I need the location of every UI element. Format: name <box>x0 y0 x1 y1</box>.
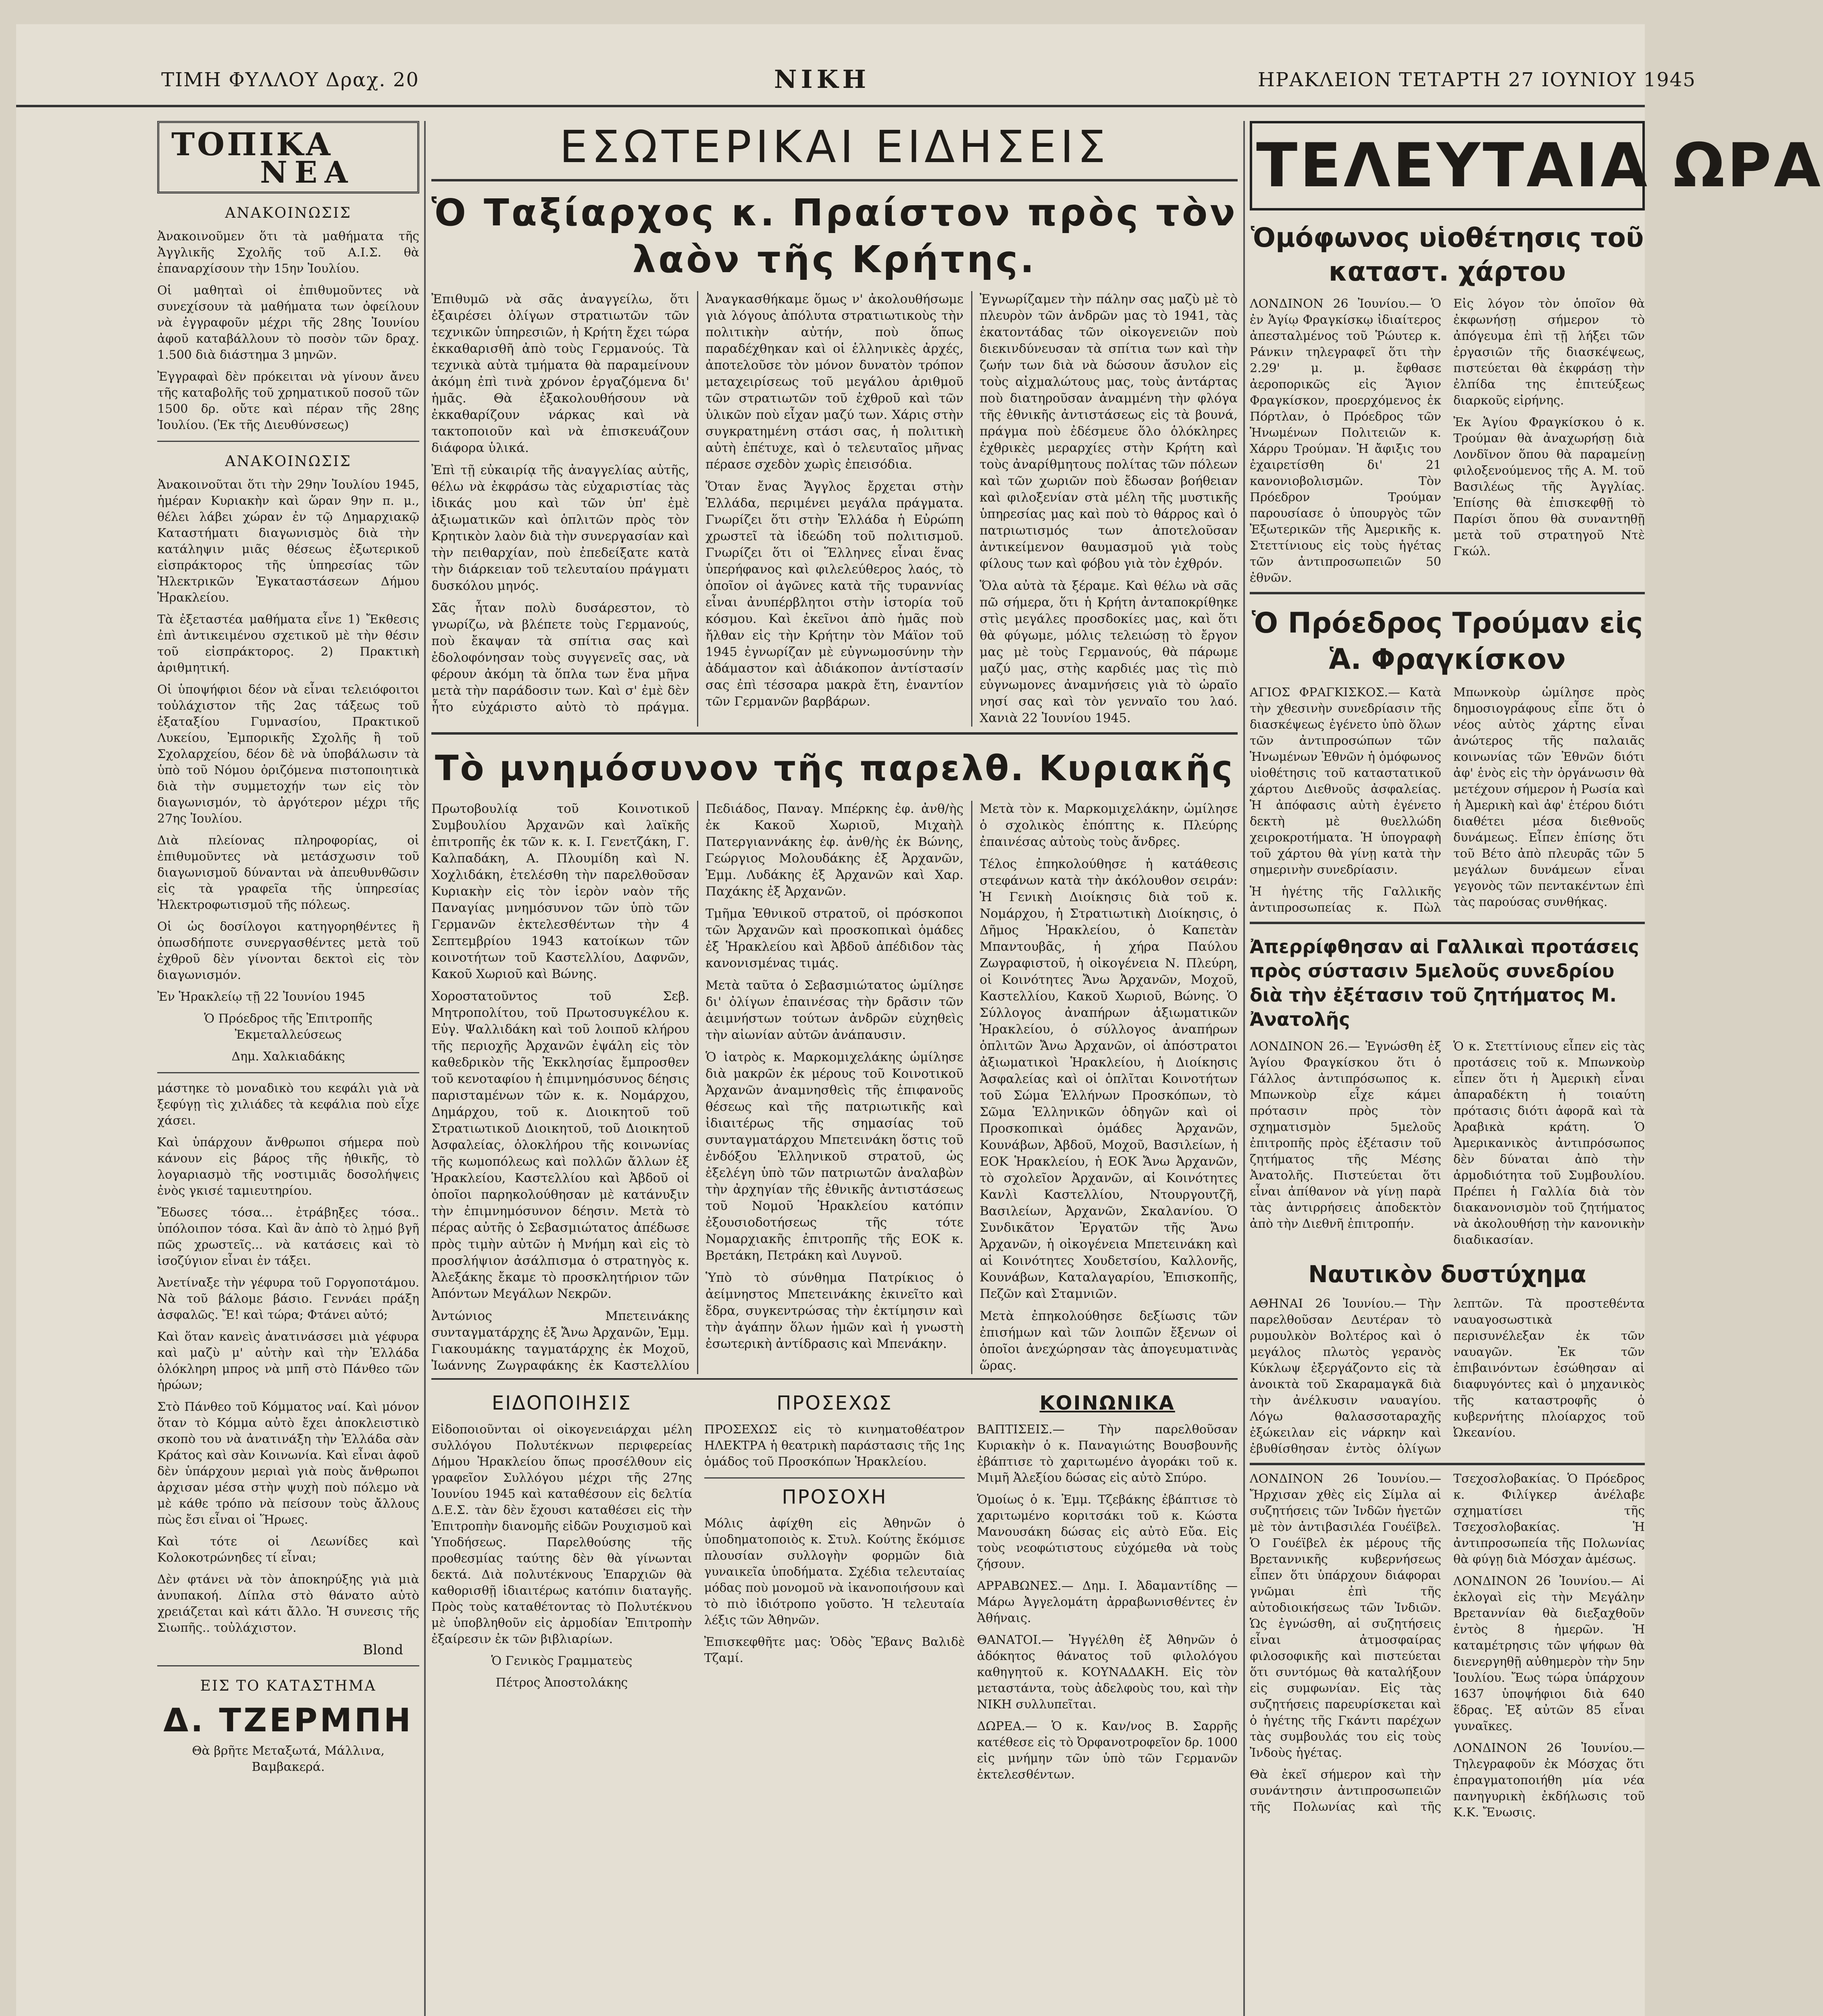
attention-text: ΠΡΟΣΕΧΩΣ εἰς τὸ κινηματοθέατρον ΗΛΕΚΤΡΑ ἡ θεατρικὴ παράστασις τῆς 1ης ὁμάδος τοῦ Προσκόπων Ἡρακλείου. <box>704 1422 965 1469</box>
notice-2-text: Οἱ ὡς δοσίλογοι κατηγορηθέντες ἢ ὁπωσδήποτε συνεργασθέντες μετὰ τοῦ ἐχθροῦ δὲν γίνονται δεκτοὶ εἰς τὸν διαγωνισμόν. <box>157 920 419 982</box>
article-paragraph: Πρωτοβουλίᾳ τοῦ Κοινοτικοῦ Συμβουλίου Ἀρχανῶν καὶ λαϊκῆς ἐπιτροπῆς ἐκ τῶν κ. κ. Ι. Γενετζάκη, Γ. Καλπαδάκη, Α. Πλουμίδη καὶ Ν. Χοχλιδάκη, ἐτελέσθη τὴν παρελθοῦσαν Κυριακὴν εἰς τὸν ἱερὸν ναὸν τῆς Παναγίας μνημόσυνον τῶν ὑπὸ τῶν Γερμανῶν ἐκτελεσθέντων τὴν 4 Σεπτεμβρίου 1943 κατοίκων τῶν κοινοτήτων τοῦ Καστελλίου, Δαφνῶν, Κακοῦ Χωριοῦ καὶ Βώνης. <box>431 802 689 981</box>
notice-3-signature: Ὁ Γενικὸς Γραμματεὺς <box>491 1654 633 1668</box>
headline-charter: Ὁμόφωνος υἱοθέτησις τοῦ καταστ. χάρτου <box>1251 222 1644 287</box>
article-paragraph: Σᾶς ἦταν πολὺ δυσάρεστον, τὸ γνωρίζω, νὰ βλέπετε τοὺς Γερμανούς, ποὺ ἔκαψαν τὰ σπίτια σας καὶ ἐδολοφόνησαν τοὺς συγγενεῖς σας, νὰ φέρουν ἀκόμη τὰ ὅπλα των ἕνα μῆνα μετὰ τὴν παράδοσιν των. Καὶ σ' ἐμὲ δὲν ἦτο εὐχάριστο αὐτὸ τὸ πράγμα. Ἀναγκασθήκαμε ὅμως ν' ἀκολουθήσωμε γιὰ λόγους ἀπόλυτα στρατιωτικοὺς τὴν πολιτικὴν αὐτήν, ποὺ ὅπως παραδέχθηκαν καὶ οἱ ἑλληνικὲς ἀρχές, ἀποτελοῦσε τὸν μόνον δυνατὸν τρόπον μεταχειρίσεως τοῦ μεγάλου ἀριθμοῦ τῶν στρατιωτῶν τοῦ ἐχθροῦ καὶ τῶν ὑλικῶν ποὺ εἶχαν μαζύ των. Χάρις στὴν συγκρατημένη στάσι σας, ἡ πολιτικὴ αὐτὴ ἐπέτυχε, καὶ ὁ τελευταῖος μῆνας πέρασε σχεδὸν χωρὶς ἐπεισόδια. <box>431 292 964 714</box>
divider <box>1250 1463 1645 1465</box>
newspaper-page <box>16 24 1823 2016</box>
newspaper-title: ΝΙΚΗ <box>774 65 870 94</box>
article-paragraph: ΑΘΗΝΑΙ 26 Ἰουνίου.— Τὴν παρελθοῦσαν Δευτέραν τὸ ρυμουλκὸν Βολτέρος καὶ ὁ μεγάλος πλωτὸς γερανὸς Κύκλωψ ἐξεργάζοντο εἰς τὰ ἀνοικτὰ τοῦ Σκαραμαγκᾶ διὰ τὴν ἀνέλκυσιν ναυαγίου. Λόγω θαλασσοταραχῆς ἐξώκειλαν εἰς νάρκην καὶ ἐβυθίσθησαν ἐντὸς ὀλίγων λεπτῶν. Τὰ προστεθέντα ναυαγοσωστικὰ περισυνέλεξαν ἐκ τῶν ναυαγῶν. Ἐκ τῶν ἐπιβαινόντων ἐσώθησαν αἱ διαφυγόντες καὶ ὁ μηχανικὸς τῆς καταστροφῆς ὁ κυβερνήτης πλοίαρχος τοῦ Ὠκεανίου. <box>1250 1297 1645 1456</box>
social-item: Ὁμοίως ὁ κ. Ἐμμ. Τζεβάκης ἐβάπτισε τὸ χαριτωμένο κοριτσάκι τοῦ κ. Κώστα Μανουσάκη δώσας εἰς αὐτὸ Εὔα. Εἰς τοὺς νεοφώτιστους εὐχόμεθα νὰ τοὺς ζήσουν. <box>977 1493 1238 1571</box>
latest-news-banner: ΤΕΛΕΥΤΑΙΑ ΩΡΑ <box>1250 121 1645 210</box>
article-paragraph: Θὰ ἐκεῖ σήμερον καὶ τὴν συνάντησιν ἀντιπροσωπειῶν τῆς Πολωνίας καὶ τῆς Τσεχοσλοβακίας. Ὁ Πρόεδρος κ. Φιλίγκερ ἀνέλαβε σχηματίσει τῆς Τσεχοσλοβακίας. Ἡ ἀντιπροσωπεία τῆς Πολωνίας θὰ φύγῃ διὰ Μόσχαν ἀμέσως. <box>1250 1472 1645 1814</box>
dateline: ΗΡΑΚΛΕΙΟΝ ΤΕΤΑΡΤΗ 27 ΙΟΥΝΙΟΥ 1945 <box>1258 69 1696 91</box>
article-london-briefs <box>1250 1471 1645 1821</box>
article-paragraph: Ὑπὸ τὸ σύνθημα Πατρίκιος ὁ ἀείμνηστος Μπετεινάκης ἐκινεῖτο καὶ ἔδρα, συγκεντρώσας τὴν ἐκτίμησιν καὶ τὴν ἀγάπην ὅλων ἡμῶν καὶ ἡ γνωστὴ ἐσωτερικὴ ἀντίδρασις καὶ Μπενάκην. <box>705 1270 964 1351</box>
blond-column-text: μάστηκε τὸ μοναδικὸ του κεφάλι γιὰ νὰ ξεφύγῃ τὶς χιλιάδες τὰ κεφάλια ποὺ εἶχε χάσει. <box>157 1081 419 1128</box>
headline-memorial: Τὸ μνημόσυνον τῆς παρελθ. Κυριακῆς <box>435 748 1234 789</box>
masthead <box>16 52 1696 107</box>
blond-column-text: Ἔδωσες τόσα... ἐτράβηξες τόσα.. ὑπόλοιπον τόσα. Καὶ ἂν ἀπὸ τὸ λῃμό βγῆ πῶς χρωστεῖς... νὰ κατάσεις καὶ τὸ ἰσοζύγιον εἶναι ἐν τάξει. <box>157 1206 419 1268</box>
article-paragraph: Ἐκ Ἁγίου Φραγκίσκου ὁ κ. Τρούμαν θὰ ἀναχωρήσῃ διὰ Λονδῖνον ὅπου θὰ παραμείνῃ φιλοξενούμενος τῆς Α. Μ. τοῦ Βασιλέως τῆς Ἀγγλίας. Ἐπίσης θὰ ἐπισκεφθῇ τὸ Παρίσι ὅπου θὰ συναντηθῇ μετὰ τοῦ στρατηγοῦ Ντὲ Γκώλ. <box>1453 415 1645 558</box>
notice-1-text: Ἐγγραφαὶ δὲν πρόκειται νὰ γίνουν ἄνευ τῆς καταβολῆς τοῦ χρηματικοῦ ποσοῦ τῶν 1500 δρ. οὔτε καὶ πέραν τῆς 28ης Ἰουλίου. (Ἐκ τῆς Διευθύνσεως) <box>157 370 419 432</box>
article-paragraph: ΛΟΝΔΙΝΟΝ 26.— Ἐγνώσθη ἐξ Ἁγίου Φραγκίσκου ὅτι ὁ Γάλλος ἀντιπρόσωπος κ. Μπωνκοὺρ εἶχε κάμει πρότασιν πρὸς τὸν σχηματισμὸν 5μελοῦς ἐπιτροπῆς πρὸς ἐξέτασιν τοῦ ζητήματος τῆς Μέσης Ἀνατολῆς. Πιστεύεται ὅτι εἶναι ἀπίθανον νὰ γίνῃ παρὰ τὰς ἀντιρρήσεις ἀποδεκτὸν ἀπὸ τὴν Διεθνῆ ἐπιτροπήν. <box>1250 1039 1441 1231</box>
article-paragraph: ΑΓΙΟΣ ΦΡΑΓΚΙΣΚΟΣ.— Κατὰ τὴν χθεσινὴν συνεδρίασιν τῆς διασκέψεως ἐγένετο ὑπὸ ὅλων τῶν ἀντιπροσώπων τῶν Ἡνωμένων Ἐθνῶν ἡ ὁμόφωνος υἱοθέτησις τοῦ καταστατικοῦ χάρτου Διεθνοῦς ἀσφαλείας. Ἡ ἀπόφασις αὐτὴ ἐγένετο δεκτὴ μὲ θυελλώδη χειροκροτήματα. Ἡ ὑπογραφὴ τοῦ χάρτου θὰ γίνῃ κατὰ τὴν σημερινὴν συνεδρίασιν. <box>1250 685 1441 877</box>
article-paragraph: Ἡ ἡγέτης τῆς Γαλλικῆς ἀντιπροσωπείας κ. Πὼλ Μπωνκοὺρ ὡμίλησε πρὸς δημοσιογράφους εἶπε ὅτι ὁ νέος αὐτὸς χάρτης εἶναι ἀνώτερος τῆς παλαιᾶς κοινωνίας τῶν Ἐθνῶν διότι ἀφ' ἑνὸς εἰς τὴν ὀργάνωσιν θὰ μετέχουν σήμερον ἡ Ρωσία καὶ ἡ Ἀμερικὴ καὶ ἀφ' ἑτέρου διότι διαθέτει μέσα διεθνοῦς δυνάμεως. Εἶπεν ἐπίσης ὅτι τοῦ Βέτο ἀπὸ πλευρᾶς τῶν 5 μεγάλων δυνάμεων εἶναι γεγονὸς τῶν πεντακέντων ἐπὶ τὰς παρούσας συνθήκας. <box>1250 685 1645 915</box>
social-news <box>977 1388 1238 1789</box>
blond-column-text: Στὸ Πάνθεο τοῦ Κόμματος ναί. Καὶ μόνον ὅταν τὸ Κόμμα αὐτὸ ἔχει ἀποκλειστικὸ σκοπὸ του νὰ ἀνατινάξη τὴν Ἑλλάδα σὰν Κράτος καὶ σὰν Κοινωνία. Καὶ εἶναι ἀφοῦ δὲν ὑπάρχουν μεριαὶ γιὰ ποὺς ἄνθρωποι ἀρχισαν μέσα στὴν ψυχὴ ποὺ πόλεμο νὰ μὲ κάθε τρόπο νὰ πείσουν τοὺς ἄλλους πὼς ἔσι εἶναι οἱ Ἥρωες. <box>157 1400 419 1527</box>
notice-3 <box>431 1388 692 1789</box>
domestic-news-column <box>431 121 1238 2016</box>
article-paragraph: ΛΟΝΔΙΝΟΝ 26 Ἰουνίου.— Ὁ ἐν Ἁγίῳ Φραγκίσκῳ ἰδιαίτερος ἀπεσταλμένος τοῦ Ῥώυτερ κ. Ράνκιν τηλεγραφεῖ ὅτι τὴν 2.29' μ. μ. ἔφθασε ἀεροπορικῶς εἰς Ἅγιον Φραγκίσκον, προερχόμενος ἐκ Πόρτλαν, ὁ Πρόεδρος τῶν Ἡνωμένων Πολιτειῶν κ. Χάρρυ Τρούμαν. Ἡ ἄφιξις του ἐχαιρετίσθη δι' 21 κανονιοβολισμῶν. Τὸν Πρόεδρον Τρούμαν παρουσίασε ὁ ὑπουργὸς τῶν Ἐξωτερικῶν τῆς Ἀμερικῆς κ. Στεττίνιους εἰς τοὺς ἡγέτας τῶν ἀντιπροσωπειῶν 50 ἐθνῶν. <box>1250 297 1441 585</box>
theatre-and-shoes-notices <box>704 1388 965 1789</box>
divider <box>431 732 1238 735</box>
notice-1-text: Οἱ μαθηταὶ οἱ ἐπιθυμοῦντες νὰ συνεχίσουν τὰ μαθήματα των ὀφείλουν νὰ ἐγγραφοῦν μέχρι τῆς 28ης Ἰουνίου ἀφοῦ καταβάλλουν τὸ ποσὸν τῶν δραχ. 1.500 διὰ διάστημα 3 μηνῶν. <box>157 283 419 362</box>
prosochi-title: ΠΡΟΣΟΧΗ <box>782 1486 887 1508</box>
notice-1-text: Ἀνακοινοῦμεν ὅτι τὰ μαθήματα τῆς Ἀγγλικῆς Σχολῆς τοῦ Α.Ι.Σ. θὰ ἐπαναρχίσουν τὴν 15ην Ἰουλίου. <box>157 229 419 276</box>
article-truman <box>1250 685 1645 916</box>
article-paragraph: Ἐγνωρίζαμεν τὴν πάλην σας μαζὺ μὲ τὸ πλευρὸν τῶν ἀνδρῶν μας τὸ 1941, τὰς ἑκατοντάδας τῶν οἰκογενειῶν ποὺ διεκινδύνευσαν τὰ σπίτια των καὶ τὴν ζωήν των διὰ νὰ δώσουν ἄσυλον εἰς τοὺς αἰχμαλώτους μας, τοὺς ἀντάρτας ποὺ διατηροῦσαν ἀναμμένη τὴν φλόγα τῆς ἐθνικῆς ἀντιστάσεως εἰς τὰ βουνά, πράγμα ποὺ ἐδέσμευε ὅλο ὁλόκληρες ἐχθρικὲς μεραρχίες στὴν Κρήτη καὶ τοὺς ἀναρίθμητους πολίτας τῶν πόλεων καὶ τῶν χωριῶν ποὺ ἔδωσαν βοήθειαν καὶ φιλοξενίαν στὰ μέλη τῆς μυστικῆς ὑπηρεσίας μας καὶ ποὺ τὸ θάρρος καὶ ὁ πατριωτισμός των ἀποτελοῦσαν ἀντικείμενον θαυμασμοῦ γιὰ τοὺς φίλους των καὶ φόβου γιὰ τὸν ἐχθρόν. <box>980 292 1238 571</box>
article-paragraph: ΛΟΝΔΙΝΟΝ 26 Ἰουνίου.— Τηλεγραφοῦν ἐκ Μόσχας ὅτι ἐπραγματοποιήθη μία νέα πανηγυρικὴ ἐκδήλωσις τοῦ Κ.Κ. Ἔνωσις. <box>1453 1741 1645 1820</box>
article-paragraph: ΛΟΝΔΙΝΟΝ 26 Ἰουνίου.— Αἱ ἐκλογαὶ εἰς τὴν Μεγάλην Βρεταννίαν θὰ διεξαχθοῦν ἐντὸς 8 ἡμερῶν. Ἡ καταμέτρησις τῶν ψήφων θὰ διενεργηθῇ αὐθημερὸν τὴν 5ην Ἰουλίου. Ἔως τώρα ὑπάρχουν 1637 ὑποψήφιοι διὰ 640 ἕδρας. Ἐξ αὐτῶν 85 εἶναι γυναῖκες. <box>1453 1574 1645 1733</box>
article-paragraph: Ὅταν ἔνας Ἄγγλος ἔρχεται στὴν Ἑλλάδα, περιμένει μεγάλα πράγματα. Γνωρίζει ὅτι στὴν Ἑλλάδα ἡ Εὐρώπη χρωστεῖ τὰ ἰδεώδη τοῦ πολιτισμοῦ. Γνωρίζει ὅτι οἱ Ἕλληνες εἶναι ἕνας ὑπερήφανος καὶ φιλελεύθερος λαός, τὸ ὁποῖον οἱ ἀγῶνες κατὰ τῆς τυραννίας εἶναι ἀνυπέρβλητοι στὴν ἱστορία τοῦ κόσμου. Καὶ ἐκεῖνοι ἀπὸ ἡμᾶς ποὺ ἤλθαν εἰς τὴν Κρήτην τὸν Μάϊον τοῦ 1945 ἐγνωρίζαν μὲ εὐγνωμοσύνην τὴν ἀδάμαστον καὶ ἀδιάκοπον ἀντίστασίν σας ἐπὶ τέσσαρα μακρὰ ἔτη, ἐναντίον τῶν Γερμανῶν βαρβάρων. <box>705 479 964 709</box>
local-news-title-2: ΝΕΑ <box>260 155 355 190</box>
divider <box>157 1665 419 1666</box>
notice-2-signature: Ὁ Πρόεδρος τῆς Ἐπιτροπῆς Ἐκμεταλλεύσεως <box>204 1012 373 1042</box>
headline-brigadier: Ὁ Ταξίαρχος κ. Πραίστον πρὸς τὸν λαὸν τῆς Κρήτης. <box>431 191 1238 281</box>
article-naval-accident <box>1250 1296 1645 1457</box>
article-paragraph: ΛΟΝΔΙΝΟΝ 26 Ἰουνίου.— Ἤρχισαν χθὲς εἰς Σίμλα αἱ συζητήσεις τῶν Ἰνδῶν ἡγετῶν μὲ τὸν ἀντιβασιλέα Γουέϊβελ. Ὁ Γουέϊβελ ἐκ μέρους τῆς Βρεταννικῆς κυβερνήσεως εἶπεν ὅτι ὑπάρχουν διάφοραι γνῶμαι ἐπὶ τῆς αὐτοδιοικήσεως τῶν Ἰνδιῶν. Ὡς ἐγνώσθη, αἱ συζητήσεις εἶναι ἀτμοσφαίρας φιλοσοφικῆς καὶ πιστεύεται ὅτι συντόμως θὰ καταλήξουν εἰς συμφωνίαν. Εἰς τὰς συζητήσεις παρευρίσκεται καὶ ὁ ἡγέτης τῆς Γκάντι παρέχων τὰς συμβουλάς του εἰς τοὺς Ἰνδοὺς ἡγέτας. <box>1250 1472 1441 1760</box>
notice-2-text: Ἀνακοινοῦται ὅτι τὴν 29ην Ἰουλίου 1945, ἡμέραν Κυριακὴν καὶ ὥραν 9ην π. μ., θέλει λάβει χώραν ἐν τῷ Δημαρχιακῷ Καταστήματι διαγωνισμὸς διὰ τὴν κατάληψιν μιᾶς θέσεως ἐξωτερικοῦ εἰσπράκτορος τῆς ὑπηρεσίας τῶν Ἠλεκτρικῶν Ἐγκαταστάσεων Δήμου Ἡρακλείου. <box>157 478 419 605</box>
article-memorial <box>431 801 1238 1374</box>
notices-row <box>431 1378 1238 1789</box>
notice-1-title: ΑΝΑΚΟΙΝΩΣΙΣ <box>225 205 352 221</box>
notice-2-place: Ἐν Ἡρακλείῳ τῇ 22 Ἰουνίου 1945 <box>157 990 366 1004</box>
prosochi-text: Μόλις ἀφίχθη εἰς Ἀθηνῶν ὁ ὑποδηματοποιὸς κ. Στυλ. Κούτης ἔκόμισε πλουσίαν συλλογὴν φορμῶν διὰ γυναικεῖα ὑποδήματα. Σχέδια τελευταίας μόδας ποὺ μονομοῦ νὰ ἱκανοποιήσουν καὶ τὸ πιὸ ἰδιότροπο γοῦστο. Ἡ τελευταία λέξις τῶν Ἀθηνῶν. <box>704 1516 965 1627</box>
blond-column-text: Δὲν φτάνει νὰ τὸν ἀποκηρύξης γιὰ μιὰ ἀνυπακοή. Δίπλα στὸ θάνατο αὐτὸ χρειάζεται καὶ κάτι ἄλλο. Ἡ συνεσις τῆς Σιωπῆς.. τοὐλάχιστον. <box>157 1572 419 1635</box>
divider <box>1250 592 1645 594</box>
article-paragraph: Ἀντώνιος Μπετεινάκης συνταγματάρχης ἐξ Ἄνω Ἀρχανῶν, Ἐμμ. Γιακουμάκης ταγματάρχης ἐκ Μοχοῦ, Ἰωάννης Ζωγραφάκης ἐκ Καστελλίου Πεδιάδος, Παναγ. Μπέρκης ἐφ. ἀνθ/ὴς ἐκ Κακοῦ Χωριοῦ, Μιχαὴλ Πατεργιαννάκης ἐφ. ἀνθ/ὴς ἐκ Βώνης, Γεώργιος Μολουδάκης ἐξ Ἀρχανῶν, Ἐμμ. Λυδάκης ἐξ Ἀρχανῶν καὶ Χαρ. Παχάκης ἐξ Ἀρχανῶν. <box>431 802 964 1373</box>
article-paragraph: Μετὰ ἐπηκολούθησε δεξίωσις τῶν ἐπισήμων καὶ τῶν λοιπῶν ἔξενων οἱ ὁποῖοι ἀνεχώρησαν τὰς ἀπογευματινὰς ὥρας. <box>980 1309 1238 1373</box>
article-french-proposals <box>1250 1039 1645 1248</box>
latest-news-column <box>1250 121 1823 2016</box>
article-paragraph: Ὅλα αὐτὰ τὰ ξέραμε. Καὶ θέλω νὰ σᾶς πῶ σήμερα, ὅτι ἡ Κρήτη ἀνταποκρίθηκε στὶς μεγάλες προσδοκίες μας, καὶ ὅτι θὰ φύγωμε, μόλις τελειώσῃ τὸ ἔργον μας μὲ τοὺς Γερμανούς, θὰ πάρωμε μαζύ μας, στὴς καρδιές μας τὶς πιὸ εὐγνωμονες ἀναμνήσεις γιὰ τὸ ὡραῖο νησί σας καὶ τὸν γενναῖο του λαό. Χανιὰ 22 Ἰουνίου 1945. <box>980 579 1238 725</box>
article-paragraph: Μετὰ ταῦτα ὁ Σεβασμιώτατος ὡμίλησε δι' ὀλίγων ἐπαινέσας τὴν δρᾶσιν τῶν ἀειμνήστων τούτων ἀνδρῶν εὐχηθεὶς τὴν αἰωνίαν αὐτῶν ἀνάπαυσιν. <box>705 978 964 1042</box>
notice-2-title: ΑΝΑΚΟΙΝΩΣΙΣ <box>225 453 352 470</box>
notice-3-text: Εἰδοποιοῦνται οἱ οἰκογενειάρχαι μέλη συλλόγου Πολυτέκνων περιφερείας Δήμου Ἡρακλείου ὅπως προσέλθουν εἰς γραφεῖον Συλλόγου μέχρι τῆς 27ης Ἰουνίου 1945 καὶ καταθέσουν εἰς δελτία Δ.Ε.Σ. τὰν δὲν ἔχουσι καταθέσει εἰς τὴν Ἐπιτροπὴν διανομῆς εἰδῶν Ρουχισμοῦ καὶ Ὑποδήσεως. Παρελθούσης τῆς προθεσμίας ταύτης δὲν θὰ γίνωνται δεκτά. Διὰ πολυτέκνους Ἐπαρχιῶν θὰ καθορισθῇ ἰδιαιτέρως κατόπιν διαταγῆς. Πρὸς τοὺς καταθέτοντας τὸ Πολυτέκνου μὲ ὑποβληθοῦν εἰς ἀρμοδίαν Ἐπιτροπὴν ἐξαίρεσιν ἐκ τῶν βιβλιαρίων. <box>431 1422 692 1646</box>
attention-title: ΠΡΟΣΕΧΩΣ <box>776 1392 893 1414</box>
notice-3-signature: Πέτρος Ἀποστολάκης <box>495 1676 628 1690</box>
social-title: ΚΟΙΝΩΝΙΚΑ <box>1039 1392 1175 1414</box>
article-paragraph: Τμῆμα Ἐθνικοῦ στρατοῦ, οἱ πρόσκοποι τῶν Ἀρχανῶν καὶ προσκοπικαὶ ὁμάδες ἐξ Ἡρακλείου καὶ Ἀβδοῦ ἀπέδιδον τὰς κανονισμένας τιμάς. <box>705 906 964 971</box>
blond-column-text: Καὶ τότε οἱ Λεωνίδες καὶ Κολοκοτρώνηδες τί εἶναι; <box>157 1535 419 1565</box>
divider <box>157 1072 419 1073</box>
price-line: ΤΙΜΗ ΦΥΛΛΟΥ Δραχ. 20 <box>161 69 419 91</box>
article-paragraph: Ὁ κ. Στεττίνιους εἶπεν εἰς τὰς προτάσεις τοῦ κ. Μπωνκοὺρ εἶπεν ὅτι ἡ Ἀμερικὴ εἶναι ἀπαραδέκτη ἡ τοιαύτη πρότασις διότι ἀφορᾶ καὶ τὰ Ἀραβικὰ κράτη. Ὁ Ἀμερικανικὸς ἀντιπρόσωπος δὲν δύναται ἀπὸ τὴν ἁρμοδιότητα τοῦ Συμβουλίου. Πρέπει ἡ Γαλλία διὰ τὸν διακανονισμὸν τοῦ ζητήματος νὰ ἀκολουθήσῃ τὴν κανονικὴν διαδικασίαν. <box>1453 1039 1645 1247</box>
article-paragraph: Τέλος ἐπηκολούθησε ἡ κατάθεσις στεφάνων κατὰ τὴν ἀκόλουθον σειράν: Ἡ Γενικὴ Διοίκησις διὰ τοῦ κ. Νομάρχου, ἡ Στρατιωτικὴ Διοίκησις, ὁ Δῆμος Ἡρακλείου, ὁ Καπετὰν Μπαντουβᾶς, ἡ χήρα Παύλου Ζωγραφιστοῦ, ἡ οἰκογένεια Ν. Πλεύρη, οἱ Κοινότητες Ἄνω Ἀρχανῶν, Μοχοῦ, Καστελλίου, Κακοῦ Χωριοῦ, Βώνης. Ὁ Σύλλογος ἀναπήρων ἀξιωματικῶν Ἡρακλείου, ὁ σύλλογος ἀναπήρων ὁπλιτῶν Ἄνω Ἀρχανῶν, οἱ ἀπόστρατοι ἀξιωματικοὶ Ἡρακλείου, ἡ Διοίκησις Ἀσφαλείας καὶ οἱ ὁπλῖται Κοινοτήτων τοῦ Σώμα Ἑλλήνων Προσκόπων, τὸ Σῶμα Ἑλληνικῶν ὁδηγῶν καὶ οἱ Προσκοπικαὶ ὁμάδες Ἀρχανῶν, Κουνάβων, Ἀβδοῦ, Μοχοῦ, Βασιλείων, ἡ ΕΟΚ Ἡρακλείου, ἡ ΕΟΚ Ἄνω Ἀρχανῶν, τὸ σχολεῖον Ἀρχανῶν, αἱ Κοινότητες Κανλὶ Καστελλίου, Ντουργουτζῆ, Βασιλείων, Ἀρχανῶν, Σκαλανίου. Ὁ Συνδικᾶτον Ἐργατῶν τῆς Ἄνω Ἀρχανῶν, ἡ οἰκογένεια Μπετεινάκη καὶ αἱ Κοινότητες Χουδετσίου, Καλλονῆς, Κουνάβων, Καταλαγαρίου, Ἐπισκοπῆς, Πεζῶν καὶ Σταμνιῶν. <box>980 857 1238 1301</box>
article-paragraph: Ἐπὶ τῇ εὐκαιρίᾳ τῆς ἀναγγελίας αὐτῆς, θέλω νὰ ἐκφράσω τὰς εὐχαριστίας τὰς ἰδικάς μου καὶ τῶν ὑπ' ἐμὲ ἀξιωματικῶν καὶ ὁπλιτῶν πρὸς τὸν Κρητικὸν λαὸν διὰ τὴν συνεργασίαν καὶ τὴν πειθαρχίαν, ποὺ ἐπεδείξατε κατὰ τὴν διάρκειαν τοῦ τελευταίου πράγματι δυσκόλου μηνός. <box>431 463 689 593</box>
ad-text: Θὰ βρῆτε Μεταξωτά, Μάλλινα, Βαμβακερά. <box>192 1744 385 1774</box>
headline-naval-accident: Ναυτικὸν δυστύχημα <box>1308 1260 1586 1288</box>
article-paragraph: Ἐπιθυμῶ νὰ σᾶς ἀναγγείλω, ὅτι ἐξαιρέσει ὀλίγων στρατιωτῶν τῶν τεχνικῶν ὑπηρεσιῶν, ἡ Κρήτη ἔχει τώρα ἐκκαθαρισθῆ ἀπὸ τοὺς Γερμανούς. Τὰ τεχνικὰ αὐτὰ τμήματα θὰ παραμείνουν ἀκόμη ἐπὶ τινὰ χρόνον ἐργαζόμενα δι' ἡμᾶς. Θὰ ἐξακολουθήσουν νὰ ἐκκαθαρίζουν νάρκας καὶ νὰ τακτοποιοῦν καὶ νὰ ἐπισκευάζουν διάφορα ὑλικά. <box>431 292 689 455</box>
column-rule <box>424 121 426 2016</box>
notice-2-text: Διὰ πλείονας πληροφορίας, οἱ ἐπιθυμοῦντες νὰ μετάσχωσιν τοῦ διαγωνισμοῦ δύνανται νὰ ἀπευθυνθῶσιν εἰς τὰ γραφεῖα τῆς ὑπηρεσίας Ἠλεκτροφωτισμοῦ τῆς πόλεως. <box>157 833 419 912</box>
article-paragraph: Μετὰ τὸν κ. Μαρκομιχελάκην, ὡμίλησε ὁ σχολικὸς ἐπόπτης κ. Πλεύρης ἐπαινέσας αὐτοὺς τοὺς ἄνδρες. <box>980 802 1238 849</box>
headline-truman: Ὁ Πρόεδρος Τρούμαν εἰς Ἁ. Φραγκίσκον <box>1251 606 1643 676</box>
divider <box>1250 922 1645 924</box>
blond-column-text: Καὶ ὑπάρχουν ἄνθρωποι σήμερα ποὺ κάνουν εἰς βάρος τῆς ἠθικῆς, τὸ λογαριασμὸ τῆς νοστιμιᾶς δοσολήψεις ἐνὸς γκισέ ταμιευτηρίου. <box>157 1135 419 1198</box>
notice-2-text: Τὰ ἐξεταστέα μαθήματα εἶνε 1) Ἔκθεσις ἐπὶ ἀντικειμένου σχετικοῦ μὲ τὴν θέσιν τοῦ εἰσπράκτορος. 2) Πρακτικὴ ἀριθμητική. <box>157 612 419 675</box>
ad-name: Δ. ΤΖΕΡΜΠΗ <box>163 1702 413 1739</box>
ad-line: ΕΙΣ ΤΟ ΚΑΤΑΣΤΗΜΑ <box>200 1678 377 1694</box>
article-charter <box>1250 296 1645 586</box>
local-news-title-1: ΤΟΠΙΚΑ <box>171 126 333 163</box>
domestic-news-banner: ΕΣΩΤΕΡΙΚΑΙ ΕΙΔΗΣΕΙΣ <box>431 121 1238 181</box>
article-paragraph: Εἰς λόγον τὸν ὁποῖον θὰ ἐκφωνήσῃ σήμερον τὸ ἀπόγευμα ἐπὶ τῇ λήξει τῶν ἐργασιῶν τῆς διασκέψεως, πιστεύεται θὰ ἐκφράσῃ τὴν ἐλπίδα της ἐπιτεύξεως διαρκοῦς εἰρήνης. <box>1453 297 1645 408</box>
social-item: ΒΑΠΤΙΣΕΙΣ.— Τὴν παρελθοῦσαν Κυριακὴν ὁ κ. Παναγιώτης Βουσβουνῆς ἐβάπτισε τὸ χαριτωμένο ἀγοράκι τοῦ κ. Μιμῆ Ἀλεξίου δώσας εἰς αὐτὸ Σπύρο. <box>977 1422 1238 1485</box>
social-item: ΘΑΝΑΤΟΙ.— Ἠγγέλθη ἐξ Ἀθηνῶν ὁ ἀδόκητος θάνατος τοῦ φιλολόγου καθηγητοῦ κ. ΚΟΥΝΑΔΑΚΗ. Εἰς τὸν μεταστάντα, τοὺς ἀδελφοὺς του, καὶ τὴν ΝΙΚΗ συλλυπεῖται. <box>977 1633 1238 1712</box>
social-item: ΔΩΡΕΑ.— Ὁ κ. Καν/νος Β. Σαρρῆς κατέθεσε εἰς τὸ Ὀρφανοτροφεῖον δρ. 1000 εἰς μνήμην τῶν ὑπὸ τῶν Γερμανῶν ἐκτελεσθέντων. <box>977 1719 1238 1782</box>
article-paragraph: Ὁ ἰατρὸς κ. Μαρκομιχελάκης ὡμίλησε διὰ μακρῶν ἐκ μέρους τοῦ Κοινοτικοῦ Ἀρχανῶν ἀναμνησθεὶς τῆς ἐπιφανοῦς θέσεως καὶ τῆς πατριωτικῆς καὶ ἰδιαιτέρως τῆς σημασίας τοῦ συνταγματάρχου Μπετεινάκη ὅστις τοῦ ἐνδόξου Ἑλληνικοῦ στρατοῦ, ὡς ἐξελέγη ὑπὸ τῶν πατριωτῶν ἀναλαβὼν τὴν ἀρχηγίαν τῆς ἐθνικῆς ἀντιστάσεως τοῦ Νομοῦ Ἡρακλείου κατόπιν ἐξουσιοδοτήσεως τῆς τότε Νομαρχιακῆς ἐπιτροπῆς τῆς ΕΟΚ κ. Βρετάκη, Πετράκη καὶ Λυγνοῦ. <box>705 1050 964 1263</box>
article-paragraph: Χοροστατοῦντος τοῦ Σεβ. Μητροπολίτου, τοῦ Πρωτοσυγκέλου κ. Εὐγ. Ψαλλιδάκη καὶ τοῦ λοιποῦ κλήρου τῆς περιοχῆς Ἀρχανῶν ἐψάλη εἰς τὸν καθεδρικὸν τῆς Ἐκκλησίας ἔμπροσθεν τοῦ κενοταφίου ἡ ἐπιμνημόσυνος δέησις παρισταμένων τῶν κ. κ. Νομάρχου, Δημάρχου, τοῦ κ. Διοικητοῦ τοῦ Στρατιωτικοῦ Διοικητοῦ, τοῦ Διοικητοῦ Ἀσφαλείας, ὁλοκλήρου τῆς κοινωνίας τῆς κωμοπόλεως καὶ πολλῶν ἄλλων ἐξ Ἡρακλείου, Καστελλίου καὶ Ἀβδοῦ οἱ ὁποῖοι παρηκολούθησαν μὲ κατάνυξιν τὴν ἐπιμνημόσυνον δέησιν. Μετὰ τὸ πέρας αὐτῆς ὁ Σεβασμιώτατος ἀπέδωσε πρὸς τιμὴν αὐτῶν ἡ Μνήμη καὶ εἰς τὸ προσλήψιον ἀσάλπισμα ὁ στρατηγὸς κ. Ἀλεξάκης ἔκαμε τὸ προσκλητήριον τῶν Ἀπόντων Μεγάλων Νεκρῶν. <box>431 989 689 1301</box>
notice-2-signature: Δημ. Χαλκιαδάκης <box>231 1050 345 1064</box>
blond-column-text: Καὶ ὅταν κανεὶς ἀνατινάσσει μιὰ γέφυρα καὶ μαζὺ μ' αὐτὴν καὶ τὴν Ἑλλάδα ὁλόκληρη μπρος νὰ μπῆ στὸ Πάνθεο τῶν ἡρώων; <box>157 1330 419 1392</box>
notice-3-title: ΕΙΔΟΠΟΙΗΣΙΣ <box>491 1392 632 1414</box>
headline-french-proposals: Ἀπερρίφθησαν αἱ Γαλλικαὶ προτάσεις πρὸς σύστασιν 5μελοῦς συνεδρίου διὰ τὴν ἐξέτασιν τοῦ ζητήματος Μ. Ἀνατολῆς <box>1250 936 1639 1030</box>
local-news-header <box>157 121 419 194</box>
blond-column-text: Ἀνετίναξε τὴν γέφυρα τοῦ Γοργοποτάμου. Νὰ τοῦ βάλομε βάσιο. Γεννάει πράξη ἀσφαλῶς. Ἔ! καὶ τώρα; Φτάνει αὐτό; <box>157 1276 419 1322</box>
local-news-column <box>157 121 419 2016</box>
prosochi-address: Ἐπισκεφθῆτε μας: Ὁδὸς Ἔβανς Βαλιδὲ Τζαμί. <box>704 1635 965 1665</box>
divider <box>704 1477 965 1479</box>
blond-signature: Blond <box>363 1642 403 1658</box>
social-item: ΑΡΡΑΒΩΝΕΣ.— Δημ. Ι. Ἀδαμαντίδης — Μάρω Ἀγγελομάτη ἀρραβωνισθέντες ἐν Ἀθήναις. <box>977 1579 1238 1625</box>
article-brigadier <box>431 291 1238 727</box>
notice-2-text: Οἱ ὑποψήφιοι δέον νὰ εἶναι τελειόφοιτοι τοὐλάχιστον τῆς 2ας τάξεως τοῦ ἑξαταξίου Γυμνασίου, Πρακτικοῦ Λυκείου, Ἐμπορικῆς Σχολῆς ἢ τοῦ Σχολαρχείου, δέον δὲ νὰ ὑποβάλωσιν τὰ ὑπὸ τοῦ Νόμου ὁριζόμενα πιστοποιητικὰ διὰ τὴν συμμετοχήν των εἰς τὸν διαγωνισμόν, τὸ ἀργότερον μέχρι τῆς 27ης Ἰουλίου. <box>157 683 419 826</box>
column-rule <box>1243 121 1245 2016</box>
divider <box>157 441 419 442</box>
